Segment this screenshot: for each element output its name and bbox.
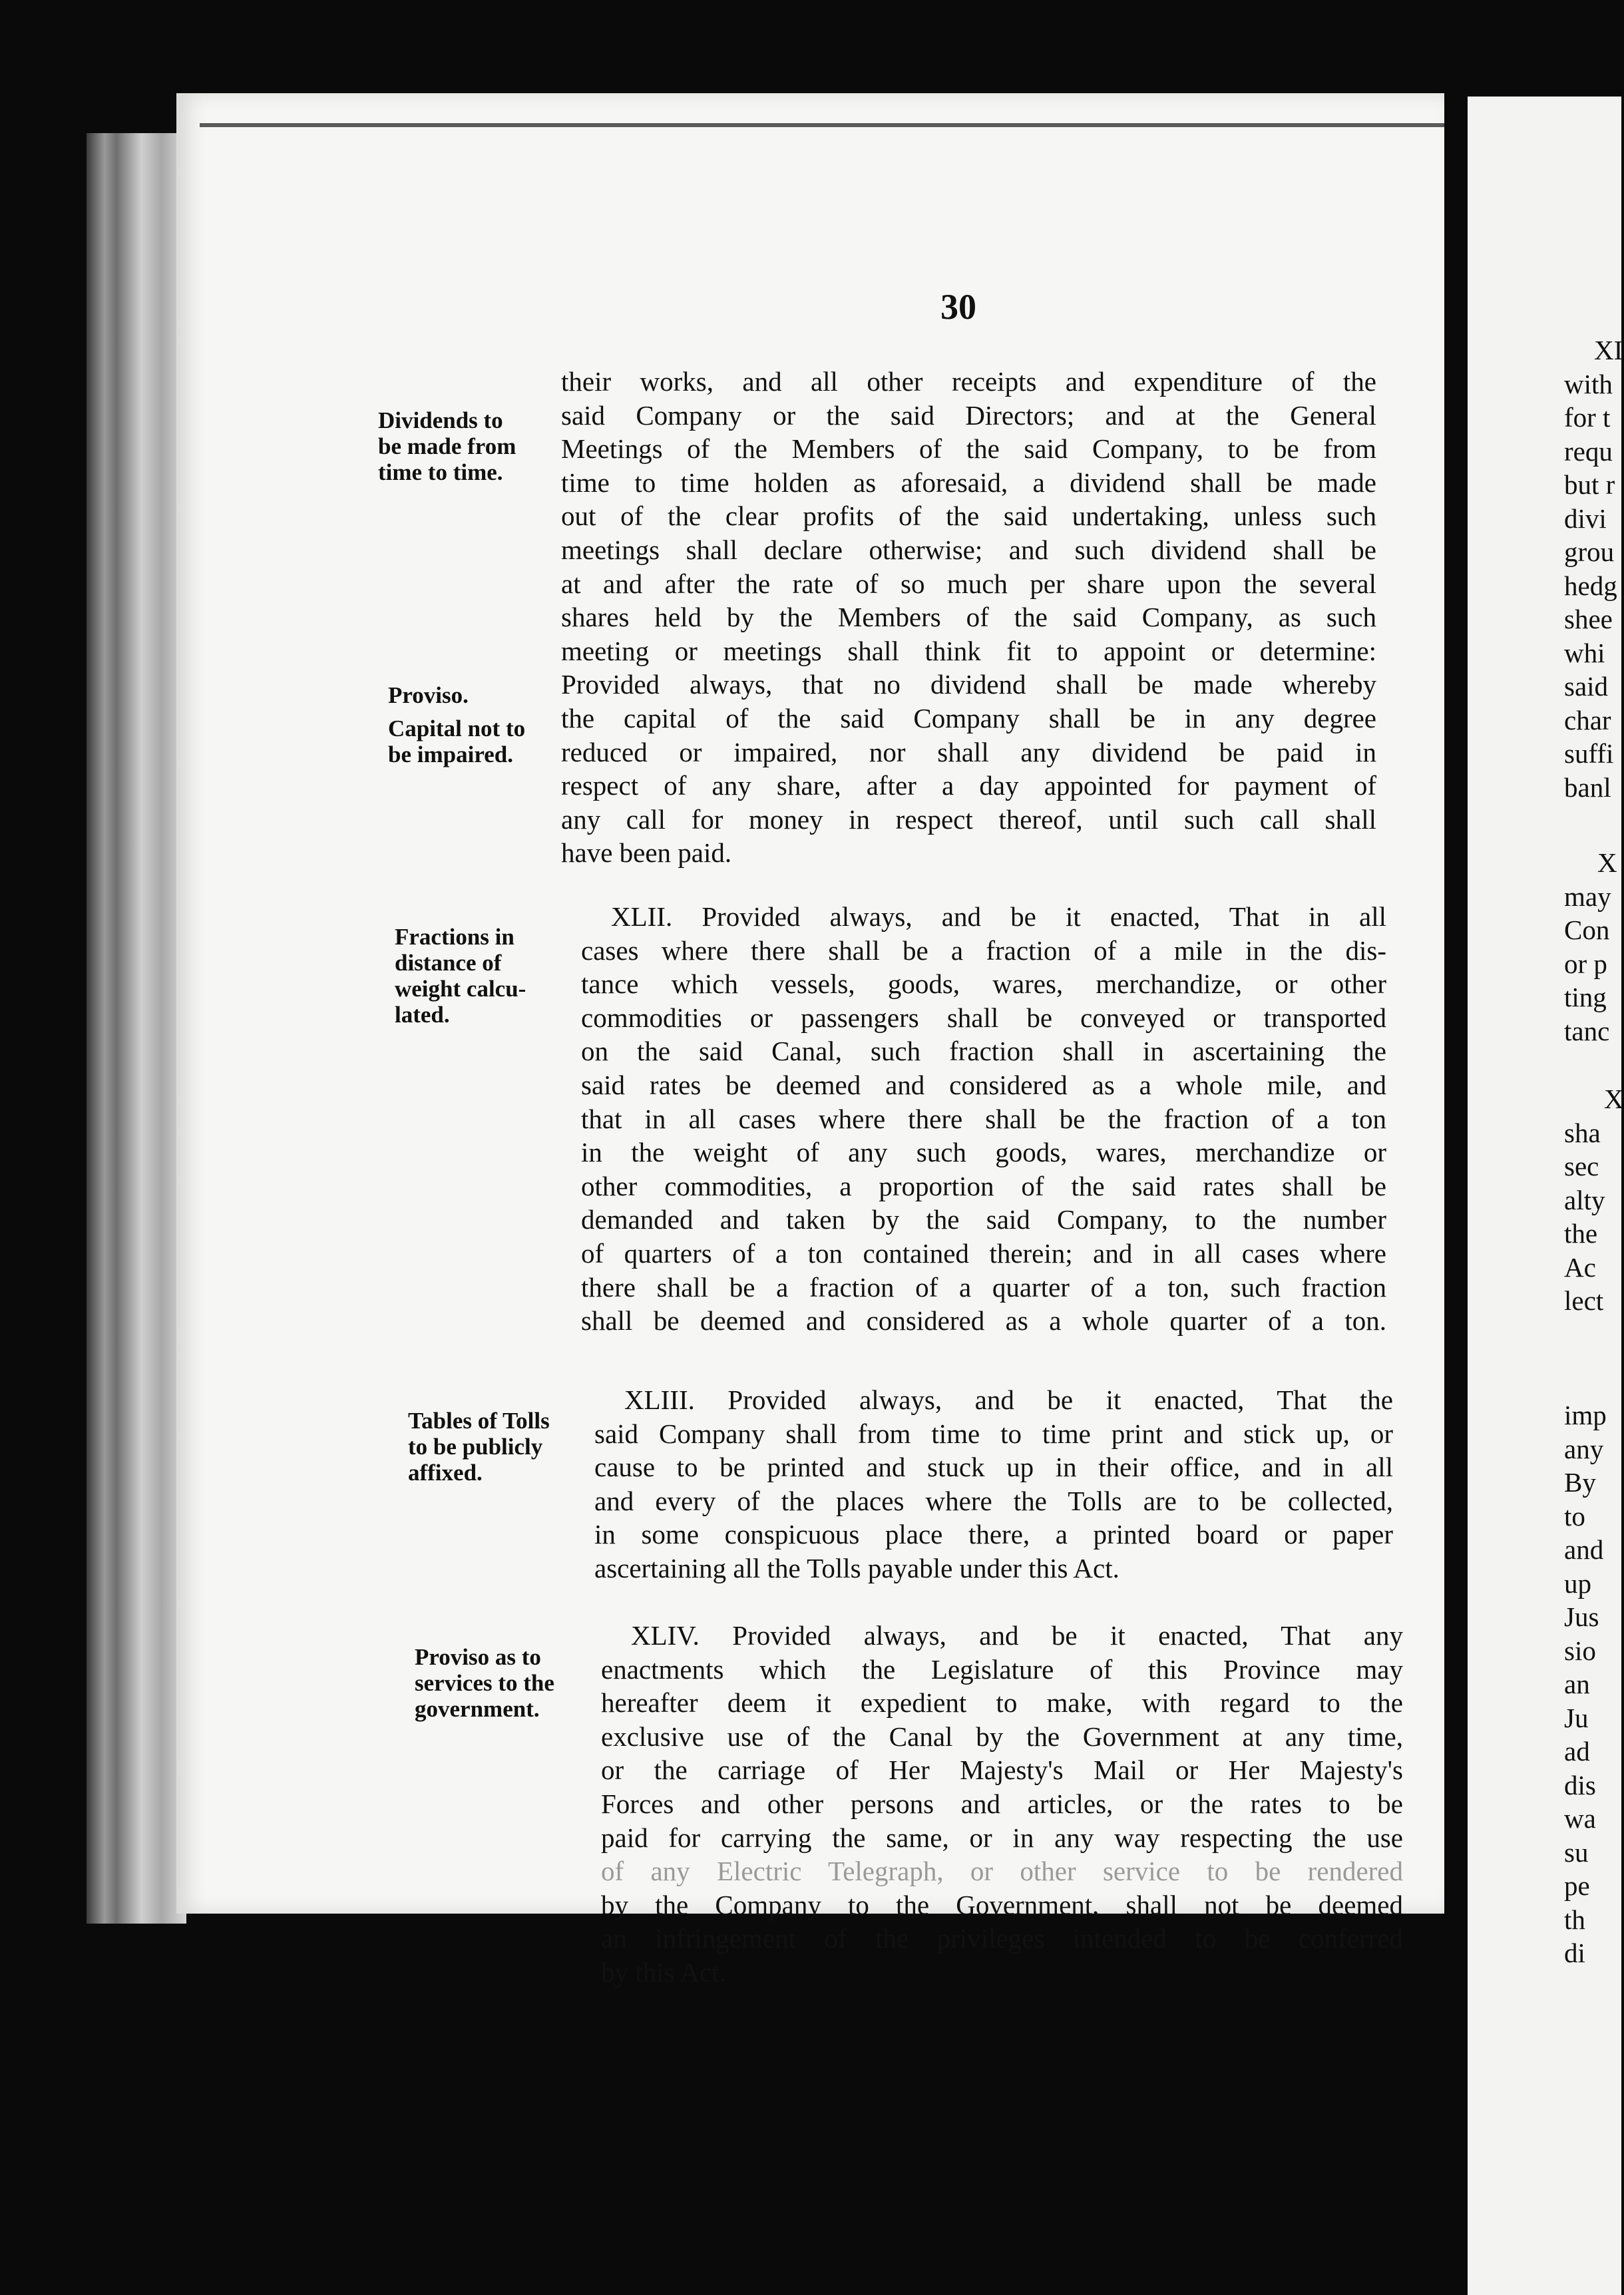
right-page-text-fragment: th	[1564, 1904, 1585, 1935]
right-page-text-fragment: for t	[1564, 402, 1611, 433]
right-page-text-fragment: X	[1604, 1084, 1624, 1114]
text-line: of any Electric Telegraph, or other service to be rendered	[601, 1856, 1403, 1887]
paragraph-section-xliii	[594, 1383, 1393, 1585]
right-page-text-fragment: lect	[1564, 1285, 1604, 1316]
right-page-text-fragment: wa	[1564, 1803, 1596, 1834]
right-page-text-fragment: an	[1564, 1669, 1590, 1699]
right-page-text-fragment: or p	[1564, 948, 1607, 979]
text-line: reduced or impaired, nor shall any dividend be paid in	[561, 736, 1376, 767]
text-line: or the carriage of Her Majesty's Mail or Her Majesty's	[601, 1755, 1403, 1786]
right-page-text-fragment: ting	[1564, 982, 1607, 1012]
text-line: in some conspicuous place there, a printed board or paper	[594, 1519, 1393, 1550]
right-page-text-fragment: may	[1564, 881, 1611, 912]
text-line: respect of any share, after a day appointed for payment of	[561, 770, 1376, 801]
text-line: XLIV. Provided always, and be it enacted, That any	[631, 1620, 1403, 1651]
right-page-text-fragment: with	[1564, 368, 1613, 399]
text-line: paid for carrying the same, or in any way respecting the use	[601, 1822, 1403, 1853]
right-page-text-fragment: but r	[1564, 469, 1615, 500]
margin-note-proviso: Proviso.	[388, 682, 469, 708]
page-stack-edge	[87, 133, 186, 1924]
text-line: out of the clear profits of the said undertaking, unless such	[561, 501, 1376, 532]
right-page-text-fragment: sha	[1564, 1117, 1601, 1148]
text-line: that in all cases where there shall be the fraction of a ton	[581, 1103, 1386, 1134]
text-line: Meetings of the Members of the said Company, to be from	[561, 433, 1376, 465]
text-line: XLIII. Provided always, and be it enacted, That the	[624, 1384, 1393, 1415]
text-line: said Company or the said Directors; and at the General	[561, 399, 1376, 431]
text-line: XLII. Provided always, and be it enacted, That in all	[611, 901, 1386, 932]
margin-note-dividends: Dividends to be made from time to time.	[378, 407, 516, 485]
text-line: tance which vessels, goods, wares, merchandize, or other	[581, 968, 1386, 1000]
paragraph-section-xliv	[601, 1619, 1403, 1989]
text-line: cases where there shall be a fraction of a mile in the dis-	[581, 935, 1386, 966]
text-line: cause to be printed and stuck up in their office, and in all	[594, 1452, 1393, 1483]
margin-note-capital: Capital not to be impaired.	[388, 716, 526, 767]
right-page-text-fragment: tanc	[1564, 1015, 1610, 1046]
text-line: demanded and taken by the said Company, to the number	[581, 1204, 1386, 1235]
right-page-text-fragment: up	[1564, 1567, 1591, 1599]
text-line: enactments which the Legislature of this Province may	[601, 1653, 1403, 1685]
margin-note-fractions: Fractions in distance of weight calcu- lated.	[395, 924, 526, 1028]
text-line: hereafter deem it expedient to make, with regard to the	[601, 1687, 1403, 1719]
right-page-text-fragment: Con	[1564, 915, 1610, 945]
right-page-text-fragment: alty	[1564, 1184, 1605, 1215]
text-line: meetings shall declare otherwise; and such dividend shall be	[561, 534, 1376, 565]
right-page-text-fragment: su	[1564, 1836, 1589, 1868]
text-line: said Company shall from time to time print and stick up, or	[594, 1418, 1393, 1449]
right-page-text-fragment: shee	[1564, 604, 1613, 634]
right-page-text-fragment: X	[1597, 847, 1617, 878]
right-page-text-fragment: By	[1564, 1467, 1596, 1498]
right-page-text-fragment: di	[1564, 1938, 1585, 1968]
text-line: in the weight of any such goods, wares, merchandize or	[581, 1137, 1386, 1168]
right-page-text-fragment: XI	[1594, 335, 1623, 365]
text-line: ascertaining all the Tolls payable under this Act.	[594, 1552, 1119, 1583]
text-line: Provided always, that no dividend shall be made whereby	[561, 669, 1376, 700]
right-page-text-fragment: Ju	[1564, 1702, 1589, 1733]
text-line: at and after the rate of so much per share upon the several	[561, 568, 1376, 599]
right-page-text-fragment: said	[1564, 671, 1609, 702]
text-line: said rates be deemed and considered as a whole mile, and	[581, 1069, 1386, 1100]
right-page-text-fragment: requ	[1564, 435, 1613, 467]
text-line: the capital of the said Company shall be in any degree	[561, 702, 1376, 733]
right-page-text-fragment: pe	[1564, 1870, 1590, 1901]
text-line: other commodities, a proportion of the said rates shall be	[581, 1170, 1386, 1201]
right-page-text-fragment: grou	[1564, 536, 1615, 567]
right-page-text-fragment: char	[1564, 704, 1611, 735]
text-line: any call for money in respect thereof, until such call shall	[561, 803, 1376, 835]
right-page-text-fragment: whi	[1564, 637, 1605, 668]
text-line: their works, and all other receipts and expenditure of the	[561, 366, 1376, 397]
margin-note-proviso-services: Proviso as to services to the government.	[415, 1644, 554, 1722]
right-page-fragment	[1468, 97, 1624, 2295]
right-page-text-fragment: Ac	[1564, 1251, 1596, 1283]
text-line: have been paid.	[561, 837, 732, 869]
text-line: meeting or meetings shall think fit to appoint or determine:	[561, 635, 1376, 666]
text-line: shares held by the Members of the said Company, as such	[561, 602, 1376, 633]
text-line: Forces and other persons and articles, or the rates to be	[601, 1788, 1403, 1819]
right-page-text-fragment: to	[1564, 1500, 1585, 1532]
text-line: and every of the places where the Tolls are to be collected,	[594, 1485, 1393, 1516]
right-page-text-fragment: banl	[1564, 771, 1611, 803]
right-page-text-fragment: imp	[1564, 1400, 1607, 1430]
paragraph-section-xlii	[581, 900, 1386, 1338]
right-page-text-fragment: sec	[1564, 1151, 1599, 1181]
text-line: there shall be a fraction of a quarter of a ton, such fraction	[581, 1271, 1386, 1303]
right-page-text-fragment: the	[1564, 1218, 1598, 1249]
right-page-text-fragment: sio	[1564, 1635, 1596, 1666]
page-number: 30	[940, 287, 976, 327]
right-page-text-fragment: ad	[1564, 1736, 1590, 1767]
text-line: by this Act.	[601, 1956, 726, 1987]
margin-note-tables: Tables of Tolls to be publicly affixed.	[408, 1408, 550, 1486]
text-line: of quarters of a ton contained therein; and in all cases where	[581, 1237, 1386, 1269]
text-line: shall be deemed and considered as a whole quarter of a ton.	[581, 1305, 1386, 1337]
text-line: exclusive use of the Canal by the Government at any time,	[601, 1721, 1403, 1752]
text-line: commodities or passengers shall be conveyed or transported	[581, 1002, 1386, 1033]
text-line: an infringement of the privileges intended to be conferred	[601, 1923, 1403, 1954]
right-page-text-fragment: and	[1564, 1534, 1604, 1565]
right-page-text-fragment: hedg	[1564, 570, 1617, 601]
text-line: time to time holden as aforesaid, a dividend shall be made	[561, 467, 1376, 498]
text-line: by the Company to the Government, shall not be deemed	[601, 1889, 1403, 1920]
right-page-text-fragment: Jus	[1564, 1601, 1599, 1632]
right-page-text-fragment: dis	[1564, 1769, 1596, 1800]
paragraph-dividends	[561, 365, 1376, 870]
right-page-text-fragment: any	[1564, 1433, 1604, 1464]
text-line: on the said Canal, such fraction shall in ascertaining the	[581, 1036, 1386, 1067]
page-top-edge	[200, 123, 1444, 127]
right-page-text-fragment: divi	[1564, 503, 1607, 534]
right-page-text-fragment: suffi	[1564, 738, 1614, 769]
